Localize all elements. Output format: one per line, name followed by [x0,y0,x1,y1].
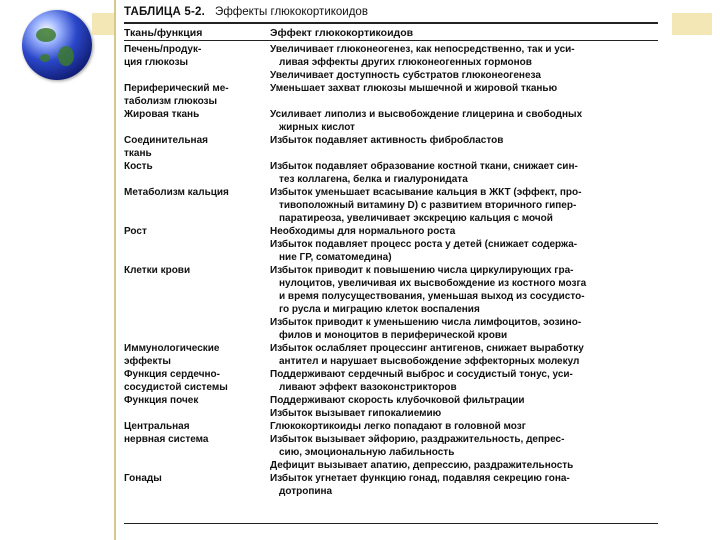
table-row [124,225,658,264]
effect-cell [270,134,658,160]
effect-line: Увеличивает глюконеогенез, как непосредственно, так и уси- [270,44,575,55]
tissue-cell: Клетки крови [124,265,191,276]
effect-line: жирных кислот [279,122,355,133]
decorative-band-right [672,13,712,35]
table-title: Эффекты глюкокортикоидов [215,6,368,18]
effect-line: Избыток подавляет процесс роста у детей (снижает содержа- [270,239,578,250]
tissue-cell: Периферический ме- таболизм глюкозы [124,83,229,107]
header-rule [124,40,658,41]
table-row [124,472,658,498]
table-row [124,394,658,420]
decorative-band-left [92,13,114,35]
table-caption [124,3,664,21]
tissue-cell: Функция почек [124,395,199,406]
effect-cell [270,160,658,186]
table-row [124,43,658,82]
column-header-tissue: Ткань/функция [124,27,203,39]
effect-cell [270,264,658,342]
table-row [124,82,658,108]
tissue-cell: Метаболизм кальция [124,187,229,198]
tissue-cell: Иммунологические эффекты [124,343,220,367]
effect-cell [270,82,658,108]
effect-line: Поддерживают скорость клубочковой фильтрации [270,395,525,406]
table-row [124,342,658,368]
table-row [124,160,658,186]
effect-cell [270,472,658,498]
effect-cell [270,394,658,420]
tissue-cell: Функция сердечно- сосудистой системы [124,369,228,393]
effect-line: филов и моноцитов в периферической крови [279,330,508,341]
effect-line: Поддерживают сердечный выброс и сосудистый тонус, уси- [270,369,573,380]
effect-line: паратиреоза, увеличивает экскрецию кальция с мочой [279,213,553,224]
table-row [124,264,658,342]
tissue-cell: Печень/продук- ция глюкозы [124,44,202,68]
effect-cell [270,43,658,82]
effect-line: Избыток приводит к уменьшению числа лимфоцитов, эозино- [270,317,582,328]
table-row [124,186,658,225]
effect-line: Избыток подавляет активность фибробластов [270,135,504,146]
table-row [124,108,658,134]
tissue-cell: Гонады [124,473,162,484]
effect-line: Избыток вызывает эйфорию, раздражительность, депрес- [270,434,565,445]
tissue-cell: Центральная нервная система [124,421,209,445]
tissue-cell: Рост [124,226,147,237]
globe-decoration [22,10,92,80]
table-row [124,420,658,472]
effect-line: ливают эффект вазоконстрикторов [279,382,457,393]
decorative-vertical-line [114,0,116,540]
effect-line: нулоцитов, увеличивая их высвобождение из костного мозга [279,278,587,289]
effect-line: го русла и миграцию клеток воспаления [279,304,480,315]
effect-line: сию, эмоциональную лабильность [279,447,455,458]
effect-cell [270,186,658,225]
effect-line: и время полусуществования, уменьшая выход из сосудисто- [279,291,585,302]
effect-line: Увеличивает доступность субстратов глюконеогенеза [270,70,541,81]
effect-line: Избыток уменьшает всасывание кальция в ЖКТ (эффект, про- [270,187,582,198]
effect-line: Избыток ослабляет процессинг антигенов, снижает выработку [270,343,584,354]
effect-cell [270,420,658,472]
table-body [124,43,658,498]
effect-line: Усиливает липолиз и высвобождение глицерина и свободных [270,109,583,120]
effect-line: Дефицит вызывает апатию, депрессию, раздражительность [270,460,574,471]
effect-cell [270,108,658,134]
effect-line: антител и нарушает высвобождение эффекторных молекул [279,356,580,367]
effect-line: тез коллагена, белка и гиалуронидата [279,174,468,185]
table-row [124,134,658,160]
effect-line: Необходимы для нормального роста [270,226,456,237]
effect-cell [270,225,658,264]
tissue-cell: Кость [124,161,153,172]
effect-line: Избыток приводит к повышению числа циркулирующих гра- [270,265,574,276]
effect-line: ние ГР, соматомедина) [279,252,392,263]
effect-line: тивоположный витамину D) с развитием вторичного гипер- [279,200,577,211]
column-header-effect: Эффект глюкокортикоидов [270,27,414,39]
effect-line: Уменьшает захват глюкозы мышечной и жировой тканью [270,83,558,94]
table-row [124,368,658,394]
effect-line: дотропина [279,486,333,497]
effect-cell [270,368,658,394]
effect-cell [270,342,658,368]
globe-land [58,46,74,66]
bottom-rule [124,523,658,524]
globe-land [36,28,56,42]
effect-line: Глюкокортикоиды легко попадают в головной мозг [270,421,526,432]
tissue-cell: Жировая ткань [124,109,200,120]
effect-line: ливая эффекты других глюконеогенных гормонов [279,57,532,68]
tissue-cell: Соединительная ткань [124,135,208,159]
effect-line: Избыток вызывает гипокалиемию [270,408,442,419]
top-rule [124,22,658,24]
table-number: ТАБЛИЦА 5-2. [124,6,206,18]
globe-land [40,54,50,62]
effect-line: Избыток угнетает функцию гонад, подавляя секрецию гона- [270,473,570,484]
effect-line: Избыток подавляет образование костной ткани, снижает син- [270,161,578,172]
